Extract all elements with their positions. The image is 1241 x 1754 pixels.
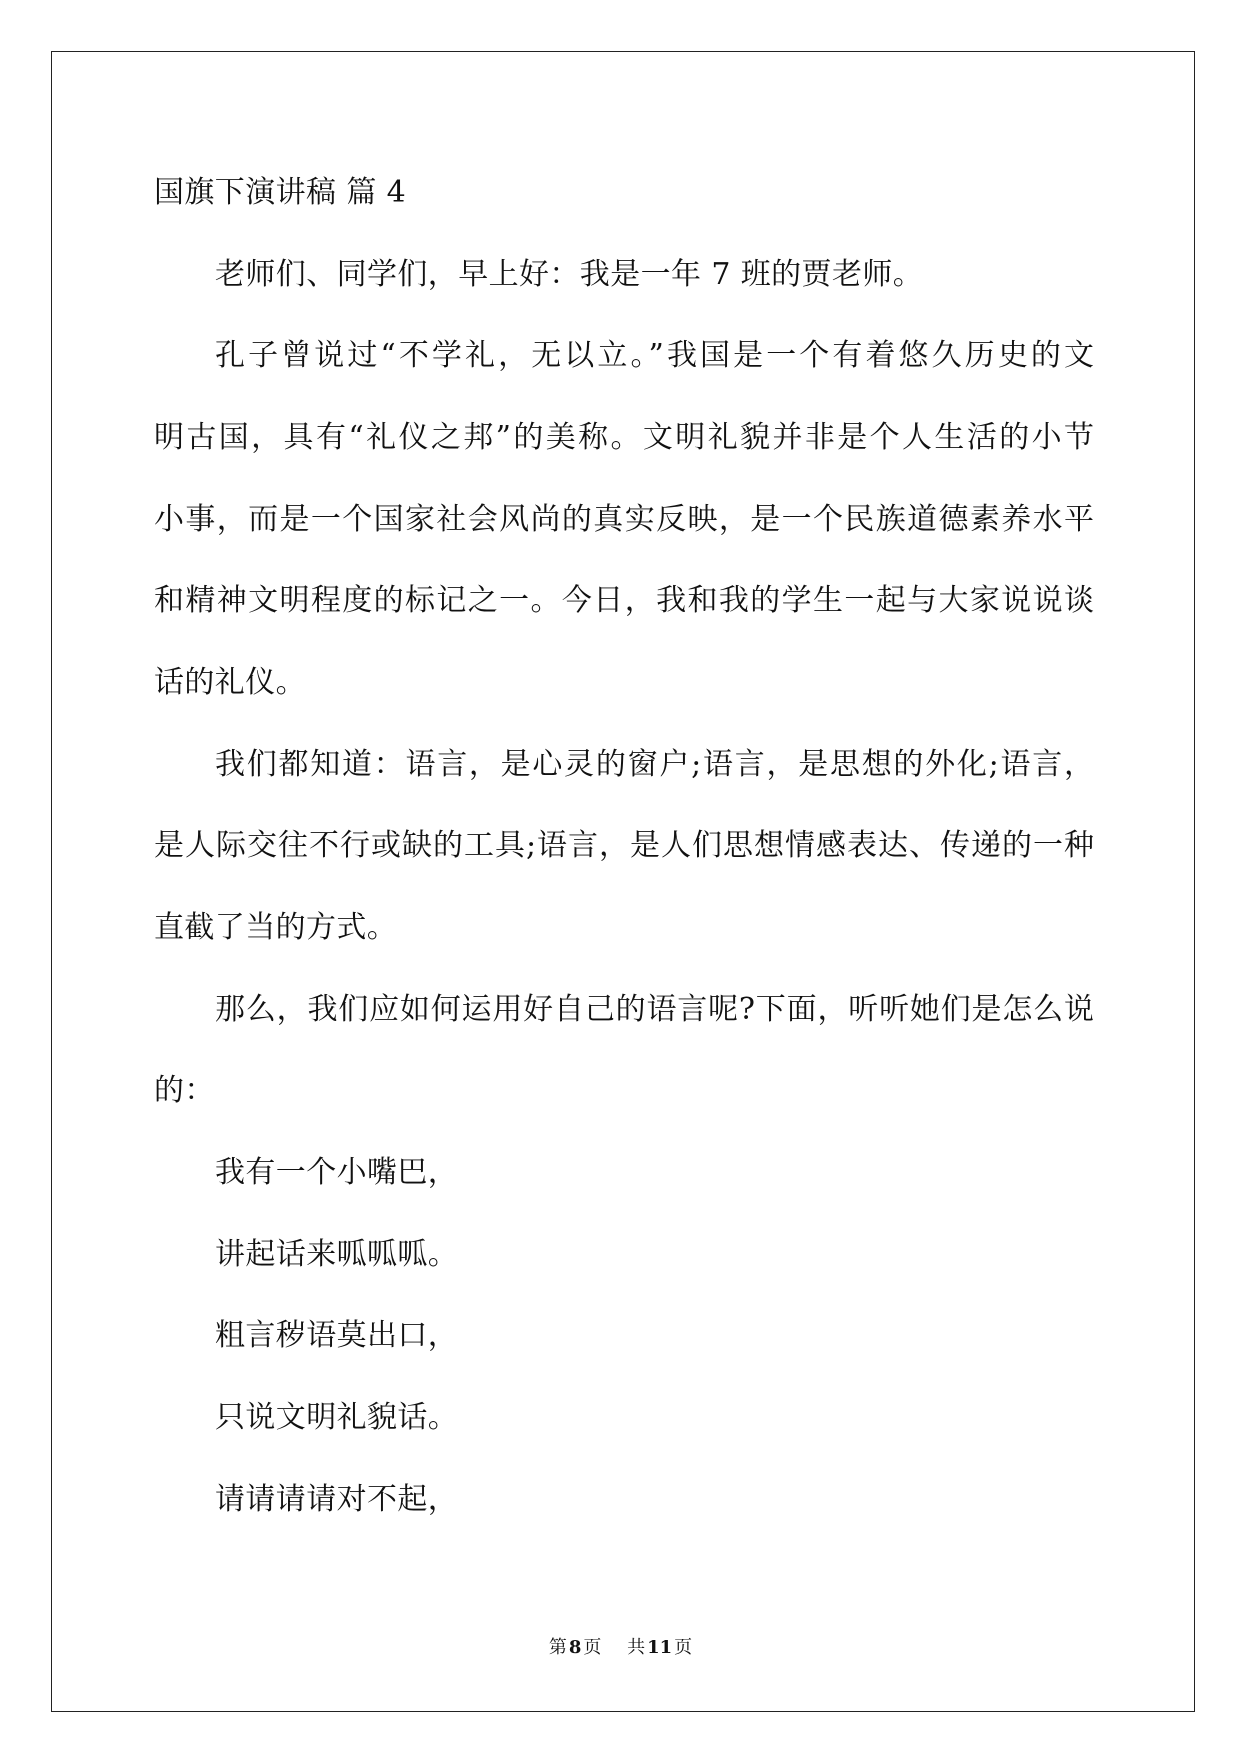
verse-line: 只说文明礼貌话。 xyxy=(215,1399,459,1435)
speech-body xyxy=(154,152,1094,1540)
page-total xyxy=(627,1637,692,1658)
paragraph-line: 话的礼仪。 xyxy=(154,664,306,700)
verse xyxy=(154,1132,1094,1540)
verse-line: 讲起话来呱呱呱。 xyxy=(215,1236,459,1272)
page-indicator xyxy=(549,1637,607,1658)
total-prefix: 共 xyxy=(627,1637,646,1658)
page-suffix: 页 xyxy=(583,1637,602,1658)
paragraph-line: 老师们、同学们，早上好：我是一年 7 班的贾老师。 xyxy=(215,256,924,292)
paragraph xyxy=(154,724,1094,969)
paragraph-line: 是人际交往不行或缺的工具;语言，是人们思想情感表达、传递的一种 xyxy=(154,828,1094,864)
verse-line: 我有一个小嘴巴， xyxy=(215,1154,459,1190)
page-prefix: 第 xyxy=(548,1637,567,1658)
paragraph-line: 小事，而是一个国家社会风尚的真实反映，是一个民族道德素养水平 xyxy=(154,501,1094,537)
paragraph-line: 孔子曾说过“不学礼，无以立。”我国是一个有着悠久历史的文 xyxy=(215,338,1094,374)
paragraph-line: 和精神文明程度的标记之一。今日，我和我的学生一起与大家说说谈 xyxy=(154,583,1094,619)
paragraph xyxy=(154,315,1094,723)
total-suffix: 页 xyxy=(674,1637,693,1658)
paragraph-line: 直截了当的方式。 xyxy=(154,909,398,945)
paragraph-line: 我们都知道：语言，是心灵的窗户;语言，是思想的外化;语言， xyxy=(215,746,1094,782)
page-number: 8 xyxy=(568,1637,582,1658)
paragraph xyxy=(154,969,1094,1132)
verse-line: 粗言秽语莫出口， xyxy=(215,1318,459,1354)
page-footer xyxy=(0,1634,1241,1662)
paragraph-line: 的： xyxy=(154,1073,215,1109)
paragraph xyxy=(154,234,1094,316)
paragraph-line: 那么，我们应如何运用好自己的语言呢?下面，听听她们是怎么说 xyxy=(215,991,1094,1027)
document-title: 国旗下演讲稿 篇 4 xyxy=(154,175,407,210)
total-pages: 11 xyxy=(647,1637,673,1658)
paragraph-line: 明古国，具有“礼仪之邦”的美称。文明礼貌并非是个人生活的小节 xyxy=(154,419,1094,455)
verse-line: 请请请请对不起， xyxy=(215,1481,459,1517)
